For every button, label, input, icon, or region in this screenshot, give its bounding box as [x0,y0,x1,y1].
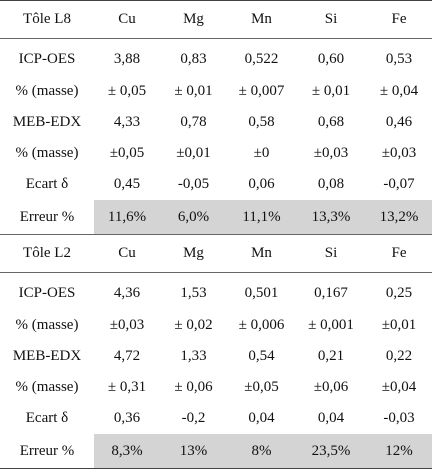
value-cell: 0,08 [317,176,345,192]
value-cell: ± 0,01 [311,83,351,99]
error-row-l8 [0,200,432,235]
element-header-fe: Fe [366,235,432,273]
value-cell: ±0,03 [313,145,349,161]
element-header-mg: Mg [160,235,227,273]
sheet-label: Tôle L8 [0,1,94,39]
table-row [0,39,432,77]
error-cell: 8% [227,434,296,469]
value-cell: 0,522 [244,50,279,67]
value-cell: ±0,03 [381,145,417,161]
error-cell: 13% [160,434,227,469]
value-cell: 0,167 [314,284,348,301]
value-cell: ±0,01 [381,317,417,333]
row-label: Ecart δ [25,410,69,426]
value-cell: ± 0,007 [238,83,285,99]
row-label: Erreur % [0,434,94,469]
value-cell: 4,72 [113,348,141,364]
element-header-cu: Cu [94,235,160,273]
row-label: % (masse) [15,317,79,333]
value-cell: ± 0,006 [238,317,285,333]
value-cell: 4,33 [113,114,141,130]
table-row [0,169,432,200]
value-cell: -0,03 [383,410,415,426]
value-cell: ± 0,06 [174,379,213,395]
value-cell: -0,2 [181,410,206,426]
error-cell: 6,0% [160,200,227,235]
header-row-l2 [0,235,432,273]
value-cell: -0,05 [177,176,210,192]
value-cell: ±0,04 [381,379,417,395]
value-cell: 0,46 [385,114,413,130]
element-header-mn: Mn [227,235,296,273]
value-cell: ±0,06 [313,379,349,395]
row-label: Erreur % [19,208,75,225]
value-cell: 0,22 [385,348,413,364]
error-cell: 13,2% [366,200,432,235]
value-cell: ±0,03 [109,317,145,333]
table-row [0,273,432,311]
row-label: Ecart δ [25,176,69,192]
value-cell: 0,68 [317,114,345,130]
row-label: MEB-EDX [12,348,82,364]
value-cell: ± 0,31 [107,379,147,395]
row-label: % (masse) [15,145,79,161]
table-row [0,403,432,434]
value-cell: ± 0,05 [107,83,147,99]
value-cell: ±0,01 [176,145,211,161]
value-cell: 0,54 [248,348,275,364]
sheet-label: Tôle L2 [0,235,94,273]
row-label: ICP-OES [18,50,76,67]
row-label: MEB-EDX [12,114,82,130]
error-cell: 12% [366,434,432,469]
value-cell: 3,88 [113,50,141,67]
value-cell: 0,58 [248,114,275,130]
value-cell: -0,07 [383,176,415,192]
element-header-si: Si [296,1,366,39]
table-row [0,341,432,372]
row-label: ICP-OES [18,284,76,301]
value-cell: 0,53 [385,50,413,67]
value-cell: 1,33 [180,348,207,364]
error-cell: 11,1% [227,200,296,235]
value-cell: ±0,05 [244,379,279,395]
table-row [0,76,432,107]
table-row [0,310,432,341]
value-cell: 1,53 [180,284,207,301]
value-cell: 0,04 [248,410,275,426]
error-row-l2 [0,434,432,469]
error-cell: 8,3% [94,434,160,469]
value-cell: 0,04 [317,410,345,426]
error-cell: 13,3% [296,200,366,235]
value-cell: ±0,05 [109,145,145,161]
value-cell: 0,06 [248,176,275,192]
element-header-cu: Cu [94,1,160,39]
error-cell: 11,6% [94,200,160,235]
value-cell: 0,36 [113,410,141,426]
table-row [0,138,432,169]
element-header-mg: Mg [160,1,227,39]
error-cell: 23,5% [296,434,366,469]
value-cell: ± 0,02 [174,317,213,333]
element-header-si: Si [296,235,366,273]
header-row-l8 [0,1,432,39]
table-row [0,372,432,403]
value-cell: ± 0,01 [174,83,213,99]
value-cell: ±0 [253,145,270,161]
value-cell: 0,60 [317,50,345,67]
value-cell: 0,501 [244,284,279,301]
table-row [0,107,432,138]
value-cell: 0,45 [113,176,141,192]
value-cell: 4,36 [113,284,141,301]
value-cell: ± 0,001 [308,317,354,333]
row-label: % (masse) [15,379,79,395]
value-cell: 0,21 [317,348,345,364]
value-cell: 0,25 [385,284,413,301]
row-label: % (masse) [15,83,79,99]
value-cell: 0,78 [180,114,207,130]
value-cell: ± 0,04 [379,83,419,99]
element-header-fe: Fe [366,1,432,39]
value-cell: 0,83 [180,50,207,67]
element-header-mn: Mn [227,1,296,39]
